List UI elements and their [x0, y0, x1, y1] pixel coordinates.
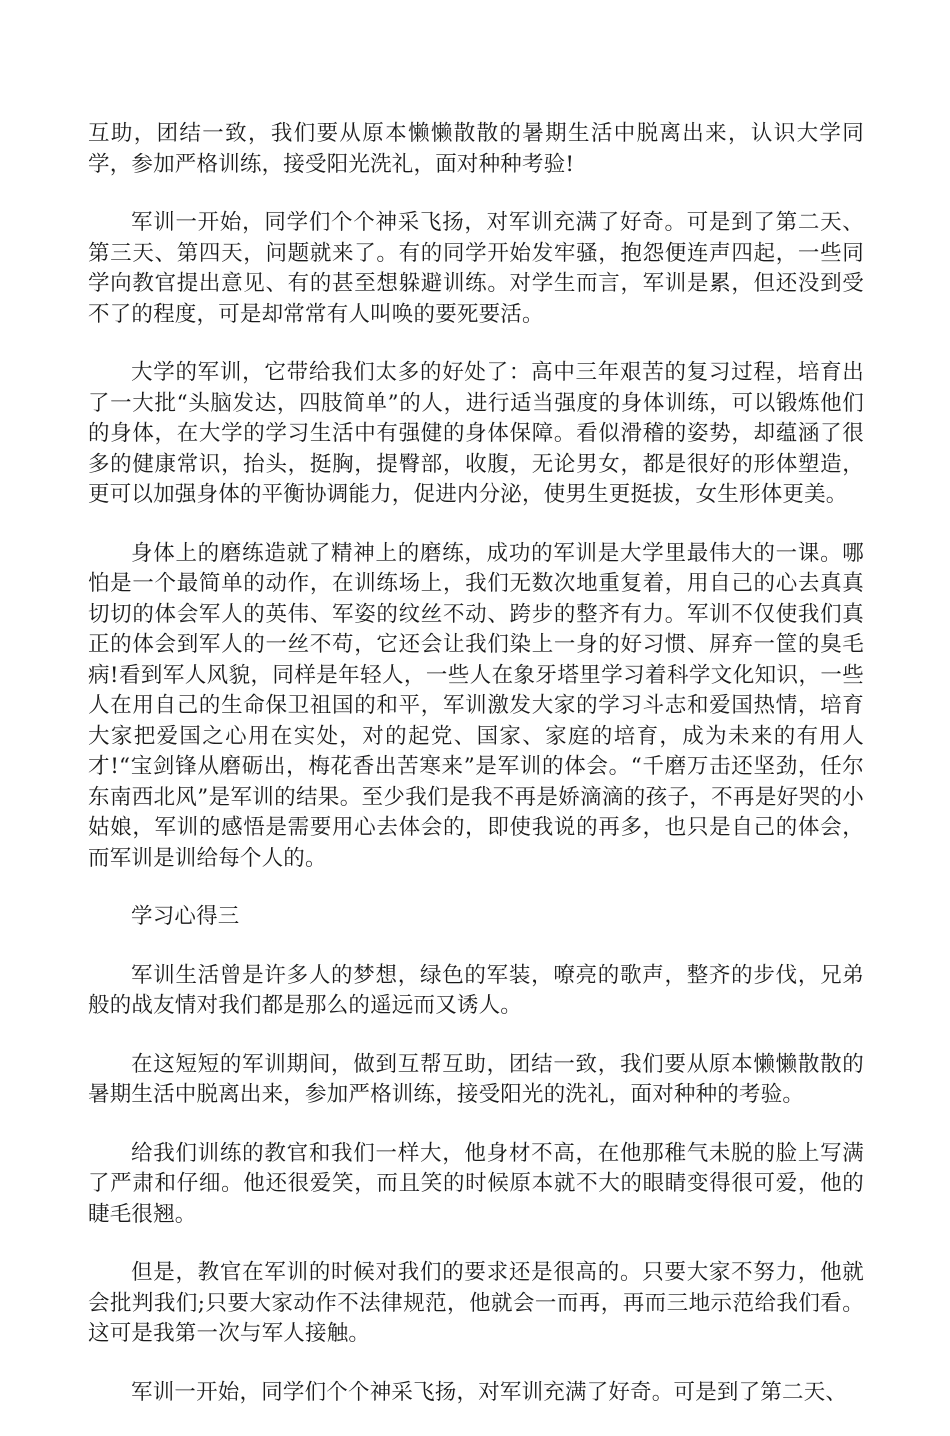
paragraph: 军训生活曾是许多人的梦想，绿色的军装，嘹亮的歌声，整齐的步伐，兄弟般的战友情对我们都是那么的遥远而又诱人。 [88, 962, 864, 1018]
paragraph: 身体上的磨练造就了精神上的磨练，成功的军训是大学里最伟大的一课。哪怕是一个最简单的动作，在训练场上，我们无数次地重复着，用自己的心去真真切切的体会军人的英伟、军姿的纹丝不动、跨步的整齐有力。军训不仅使我们真正的体会到军人的一丝不苟，它还会让我们染上一身的好习惯、屏弃一筐的臭毛病!看到军人风貌，同样是年轻人，一些人在象牙塔里学习着科学文化知识，一些人在用自己的生命保卫祖国的和平，军训激发大家的学习斗志和爱国热情，培育大家把爱国之心用在实处，对的起党、国家、家庭的培育，成为未来的有用人才!“宝剑锋从磨砺出，梅花香出苦寒来”是军训的体会。“千磨万击还坚劲，任尔东南西北风”是军训的结果。至少我们是我不再是娇滴滴的孩子，不再是好哭的小姑娘，军训的感悟是需要用心去体会的，即使我说的再多，也只是自己的体会，而军训是训给每个人的。 [88, 540, 864, 871]
paragraph-truncated: 军训一开始，同学们个个神采飞扬，对军训充满了好奇。可是到了第二天、 [131, 1379, 848, 1405]
document-body [88, 119, 864, 1436]
paragraph: 给我们训练的教官和我们一样大，他身材不高，在他那稚气未脱的脸上写满了严肃和仔细。他还很爱笑，而且笑的时候原本就不大的眼睛变得很可爱，他的睫毛很翘。 [88, 1140, 864, 1227]
paragraph: 在这短短的军训期间，做到互帮互助，团结一致，我们要从原本懒懒散散的暑期生活中脱离出来，参加严格训练，接受阳光的洗礼，面对种种的考验。 [88, 1051, 864, 1107]
paragraph: 但是，教官在军训的时候对我们的要求还是很高的。只要大家不努力，他就会批判我们;只要大家动作不法律规范，他就会一而再，再而三地示范给我们看。这可是我第一次与军人接触。 [88, 1260, 864, 1346]
section-heading: 学习心得三 [131, 904, 240, 929]
paragraph: 军训一开始，同学们个个神采飞扬，对军训充满了好奇。可是到了第二天、第三天、第四天，问题就来了。有的同学开始发牢骚，抱怨便连声四起，一些同学向教官提出意见、有的甚至想躲避训练。对学生而言，军训是累，但还没到受不了的程度，可是却常常有人叫唤的要死要活。 [88, 210, 864, 327]
paragraph: 大学的军训，它带给我们太多的好处了：高中三年艰苦的复习过程，培育出了一大批“头脑发达，四肢简单”的人，进行适当强度的身体训练，可以锻炼他们的身体，在大学的学习生活中有强健的身体保障。看似滑稽的姿势，却蕴涵了很多的健康常识，抬头，挺胸，提臀部，收腹，无论男女，都是很好的形体塑造，更可以加强身体的平衡协调能力，促进内分泌，使男生更挺拔，女生形体更美。 [88, 360, 864, 507]
paragraph-continued: 互助，团结一致，我们要从原本懒懒散散的暑期生活中脱离出来，认识大学同学，参加严格训练，接受阳光洗礼，面对种种考验! [88, 121, 864, 177]
